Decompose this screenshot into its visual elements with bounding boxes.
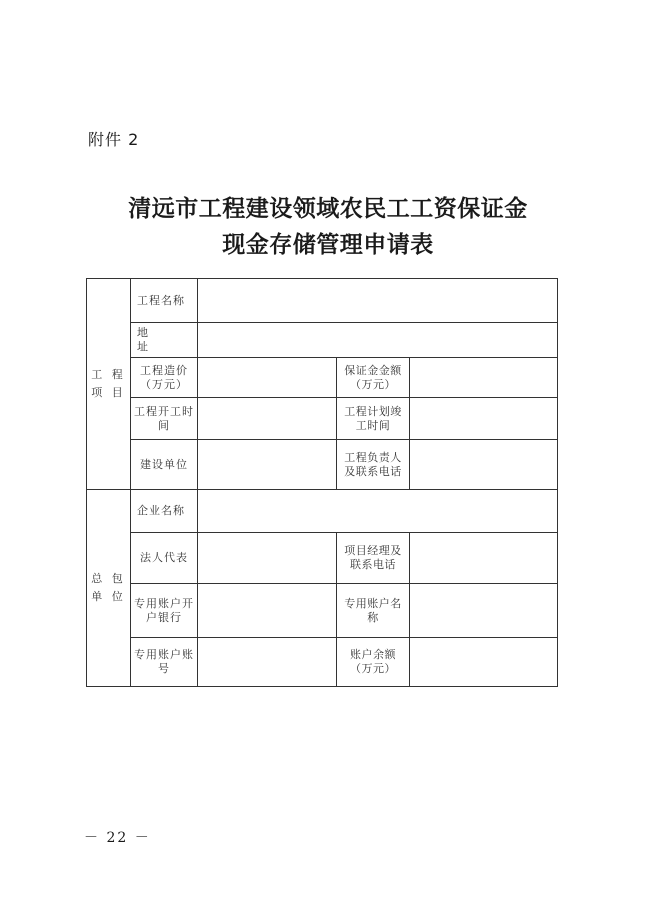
pm-contact-field[interactable] — [410, 533, 558, 584]
account-bank-field[interactable] — [198, 584, 337, 638]
deposit-amount-label: 保证金金额（万元） — [337, 358, 410, 398]
account-number-field[interactable] — [198, 638, 337, 687]
account-number-label: 专用账户账号 — [131, 638, 198, 687]
deposit-amount-field[interactable] — [410, 358, 558, 398]
account-name-field[interactable] — [410, 584, 558, 638]
construction-unit-label: 建设单位 — [131, 440, 198, 490]
account-balance-label: 账户余额（万元） — [337, 638, 410, 687]
project-name-label: 工程名称 — [131, 279, 198, 323]
construction-unit-field[interactable] — [198, 440, 337, 490]
table-row — [87, 398, 558, 440]
address-field[interactable] — [198, 323, 558, 358]
table-row — [87, 638, 558, 687]
pm-contact-label: 项目经理及联系电话 — [337, 533, 410, 584]
legal-rep-field[interactable] — [198, 533, 337, 584]
legal-rep-label: 法人代表 — [131, 533, 198, 584]
start-time-label: 工程开工时 间 — [131, 398, 198, 440]
company-name-label: 企业名称 — [131, 490, 198, 533]
project-manager-contact-label: 工程负责人及联系电话 — [337, 440, 410, 490]
attachment-label: 附件 2 — [88, 130, 140, 149]
document-title-line-1: 清远市工程建设领域农民工工资保证金 — [128, 195, 528, 222]
account-balance-field[interactable] — [410, 638, 558, 687]
table-row — [87, 279, 558, 323]
page-number: － 22 － — [84, 830, 151, 846]
company-name-field[interactable] — [198, 490, 558, 533]
project-section-category: 工 程 项 目 — [87, 279, 131, 490]
project-name-field[interactable] — [198, 279, 558, 323]
project-cost-label: 工程造价（万元） — [131, 358, 198, 398]
table-row — [87, 358, 558, 398]
start-time-field[interactable] — [198, 398, 337, 440]
document-title-line-2: 现金存储管理申请表 — [222, 231, 434, 258]
account-bank-label: 专用账户开户银行 — [131, 584, 198, 638]
project-cost-field[interactable] — [198, 358, 337, 398]
planned-completion-label: 工程计划竣工时间 — [337, 398, 410, 440]
table-row — [87, 490, 558, 533]
project-manager-contact-field[interactable] — [410, 440, 558, 490]
table-row — [87, 584, 558, 638]
account-name-label: 专用账户名称 — [337, 584, 410, 638]
table-row — [87, 440, 558, 490]
table-row — [87, 533, 558, 584]
planned-completion-field[interactable] — [410, 398, 558, 440]
table-row — [87, 323, 558, 358]
address-label: 地 址 — [131, 323, 198, 358]
contractor-section-category: 总 包 单 位 — [87, 490, 131, 687]
application-form-table — [86, 278, 558, 687]
